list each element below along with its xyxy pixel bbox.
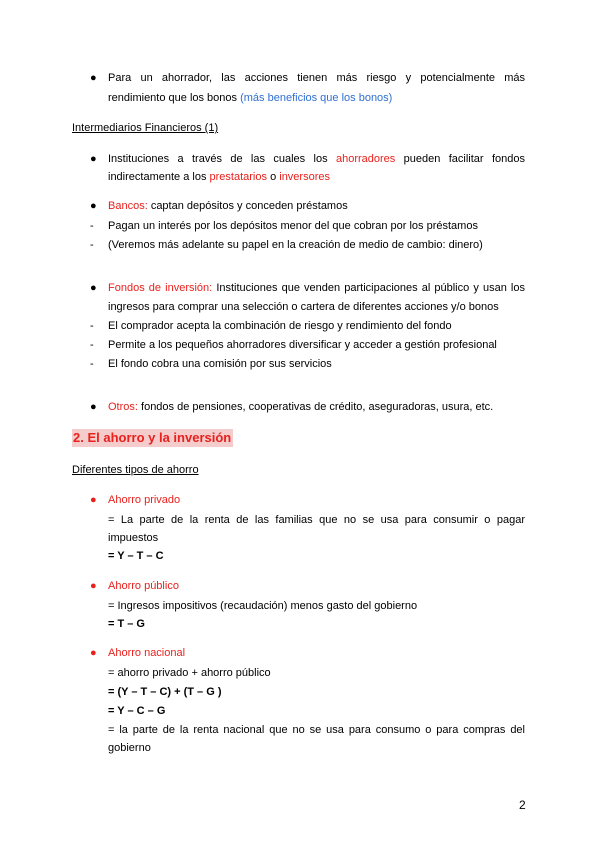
bancos-dash-1: Pagan un interés por los depósitos menor del que cobran por los préstamos [108, 220, 478, 232]
bullet-icon: ● [90, 580, 97, 592]
dash-marker: - [90, 220, 94, 232]
section-title: 2. El ahorro y la inversión [73, 430, 232, 445]
bancos-text: captan depósitos y conceden préstamos [150, 200, 348, 212]
ahorro-nacional-formula-2: = Y – C – G [108, 705, 166, 717]
ahorro-nacional-def-2: = la parte de la renta nacional que no se usa para consumo o para compras del [108, 724, 525, 736]
bullet-icon: ● [90, 153, 97, 165]
fondos-dash-3: El fondo cobra una comisión por sus servicios [108, 358, 332, 370]
fondos-dash-2: Permite a los pequeños ahorradores diversificar y acceder a gestión profesional [108, 339, 497, 351]
ahorro-nacional-def-1: = ahorro privado + ahorro público [108, 667, 271, 679]
bancos-dash-2: (Veremos más adelante su papel en la creación de medio de cambio: dinero) [108, 239, 483, 251]
fondos-text-1: Instituciones que venden participaciones al público y usan los [216, 282, 525, 294]
prestatarios-term: prestatarios [209, 171, 267, 183]
dash-marker: - [90, 339, 94, 351]
dash-marker: - [90, 358, 94, 370]
instituciones-text-c: indirectamente a los [108, 171, 207, 183]
otros-text: fondos de pensiones, cooperativas de crédito, aseguradoras, usura, etc. [141, 401, 494, 413]
ahorro-nacional-formula-1: = (Y – T – C) + (T – G ) [108, 686, 222, 698]
ahorro-privado-def-1: = La parte de la renta de las familias que no se usa para consumir o pagar [108, 514, 525, 526]
bullet-icon: ● [90, 494, 97, 506]
intermediarios-heading: Intermediarios Financieros (1) [72, 122, 219, 134]
page-number: 2 [519, 798, 526, 812]
ahorro-nacional-label: Ahorro nacional [108, 647, 186, 659]
otros-line [108, 400, 493, 414]
instituciones-line-2 [108, 170, 330, 184]
ahorro-privado-def-2: impuestos [108, 532, 159, 544]
instituciones-text-b: pueden facilitar fondos [403, 153, 525, 165]
intro-line-2-blue: (más beneficios que los bonos) [240, 92, 393, 104]
ahorro-privado-label: Ahorro privado [108, 494, 181, 506]
intro-line-2-text: rendimiento que los bonos [108, 92, 238, 104]
bullet-icon: ● [90, 282, 97, 294]
instituciones-line-1 [108, 152, 525, 166]
instituciones-text-d: o [270, 171, 277, 183]
ahorro-privado-formula: = Y – T – C [108, 550, 164, 562]
bullet-icon: ● [90, 200, 97, 212]
instituciones-text-a: Instituciones a través de las cuales los [108, 153, 328, 165]
intro-line-1: Para un ahorrador, las acciones tienen más riesgo y potencialmente más [108, 72, 525, 84]
ahorro-publico-def: = Ingresos impositivos (recaudación) menos gasto del gobierno [108, 600, 418, 612]
fondos-line-2: ingresos para comprar una selección o cartera de diferentes acciones y/o bonos [108, 301, 499, 313]
ahorradores-term: ahorradores [335, 153, 396, 165]
bancos-label: Bancos: [108, 200, 148, 212]
dash-marker: - [90, 320, 94, 332]
fondos-label: Fondos de inversión: [108, 282, 213, 294]
intro-line-2 [108, 91, 392, 105]
ahorro-nacional-def-3: gobierno [108, 742, 151, 754]
ahorro-publico-formula: = T – G [108, 618, 145, 630]
fondos-dash-1: El comprador acepta la combinación de riesgo y rendimiento del fondo [108, 320, 452, 332]
bullet-icon: ● [90, 72, 97, 84]
otros-label: Otros: [108, 401, 138, 413]
dash-marker: - [90, 239, 94, 251]
tipos-ahorro-heading: Diferentes tipos de ahorro [72, 464, 199, 476]
bullet-icon: ● [90, 401, 97, 413]
ahorro-publico-label: Ahorro público [108, 580, 179, 592]
bancos-line [108, 199, 348, 213]
inversores-term: inversores [279, 171, 330, 183]
fondos-line-1 [108, 281, 525, 295]
bullet-icon: ● [90, 647, 97, 659]
